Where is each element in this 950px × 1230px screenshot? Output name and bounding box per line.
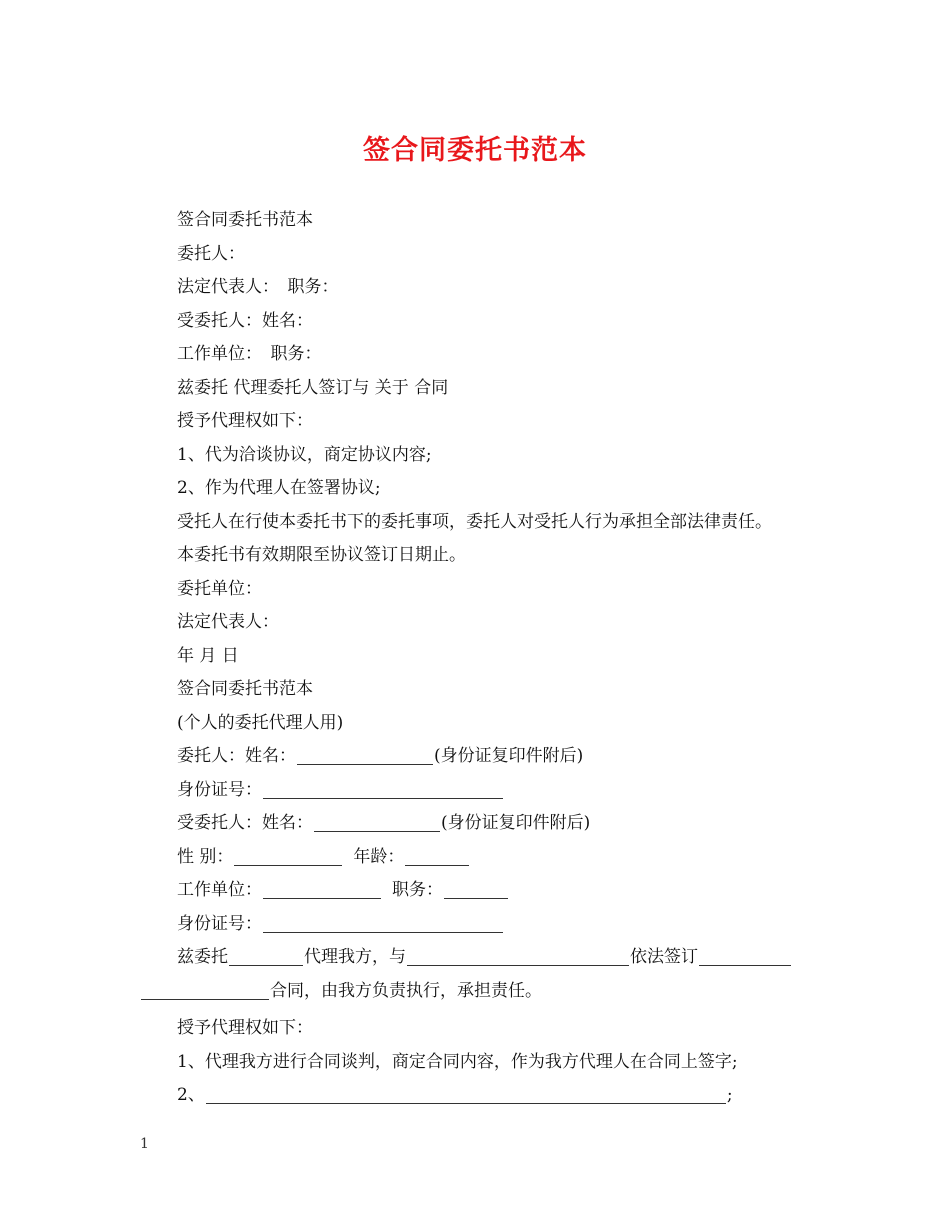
text-line: (个人的委托代理人用): [177, 712, 344, 733]
text-segment: (身份证复印件附后): [434, 746, 584, 766]
agent-gender-age-line: [177, 841, 470, 874]
text-line: 工作单位： 职务：: [177, 344, 322, 364]
text-segment: 受委托人：姓名：: [177, 813, 313, 833]
text-line: 法定代表人：: [177, 612, 279, 632]
text-line: 授予代理权如下：: [177, 1018, 313, 1038]
text-line: 签合同委托书范本: [177, 210, 313, 230]
text-line: 本委托书有效期限至协议签订日期止。: [177, 545, 466, 565]
principal-name-line: [177, 740, 583, 773]
commission-line-continued: [140, 975, 542, 1008]
fill-in-blank[interactable]: [263, 912, 503, 933]
power-item-2-line: [177, 1079, 733, 1112]
fill-in-blank[interactable]: [297, 744, 433, 765]
fill-in-blank[interactable]: [263, 878, 381, 899]
fill-in-blank[interactable]: [405, 845, 469, 866]
text-line: 受委托人：姓名：: [177, 310, 313, 331]
text-segment: 年龄：: [353, 846, 405, 867]
text-segment: 身份证号：: [177, 913, 262, 934]
text-line: 兹委托 代理委托人签订与 关于 合同: [177, 377, 449, 398]
text-segment: 兹委托: [177, 947, 228, 967]
fill-in-blank[interactable]: [206, 1083, 726, 1104]
fill-in-blank[interactable]: [141, 979, 269, 1000]
text-segment: (身份证复印件附后): [441, 813, 591, 833]
text-segment: 依法签订: [630, 947, 698, 967]
document-title: 签合同委托书范本: [363, 135, 587, 166]
fill-in-blank[interactable]: [444, 878, 508, 899]
text-line: 1、代理我方进行合同谈判，商定合同内容，作为我方代理人在合同上签字;: [177, 1051, 738, 1072]
text-segment: 合同，由我方负责执行，承担责任。: [270, 980, 542, 1001]
fill-in-blank[interactable]: [314, 811, 440, 832]
text-line: 法定代表人： 职务：: [177, 277, 339, 297]
fill-in-blank[interactable]: [234, 845, 342, 866]
principal-id-line: [177, 774, 504, 807]
agent-work-unit-line: [177, 874, 509, 907]
fill-in-blank[interactable]: [699, 945, 791, 966]
text-line: 委托单位：: [177, 578, 262, 599]
text-line: 年 月 日: [177, 645, 239, 666]
fill-in-blank[interactable]: [229, 945, 303, 966]
text-line: 受托人在行使本委托书下的委托事项，委托人对受托人行为承担全部法律责任。: [177, 511, 772, 532]
text-line: 2、作为代理人在签署协议;: [177, 478, 381, 498]
text-segment: 性 别：: [177, 846, 234, 867]
fill-in-blank[interactable]: [407, 945, 629, 966]
text-segment: ;: [726, 1085, 733, 1105]
text-line: 委托人：: [177, 243, 245, 264]
text-segment: 2、: [177, 1085, 205, 1105]
text-line: 1、代为洽谈协议，商定协议内容;: [177, 444, 432, 465]
fill-in-blank[interactable]: [263, 778, 503, 799]
text-segment: 职务：: [392, 880, 443, 900]
text-line: 授予代理权如下：: [177, 411, 313, 431]
text-segment: 身份证号：: [177, 779, 262, 800]
text-segment: 工作单位：: [177, 880, 262, 900]
commission-line: [177, 941, 792, 974]
text-segment: 代理我方，与: [304, 947, 406, 967]
text-line: 签合同委托书范本: [177, 679, 313, 699]
text-segment: 委托人：姓名：: [177, 746, 296, 766]
agent-name-line: [177, 807, 590, 840]
agent-id-line: [177, 908, 504, 941]
page-number: 1: [140, 1136, 149, 1152]
